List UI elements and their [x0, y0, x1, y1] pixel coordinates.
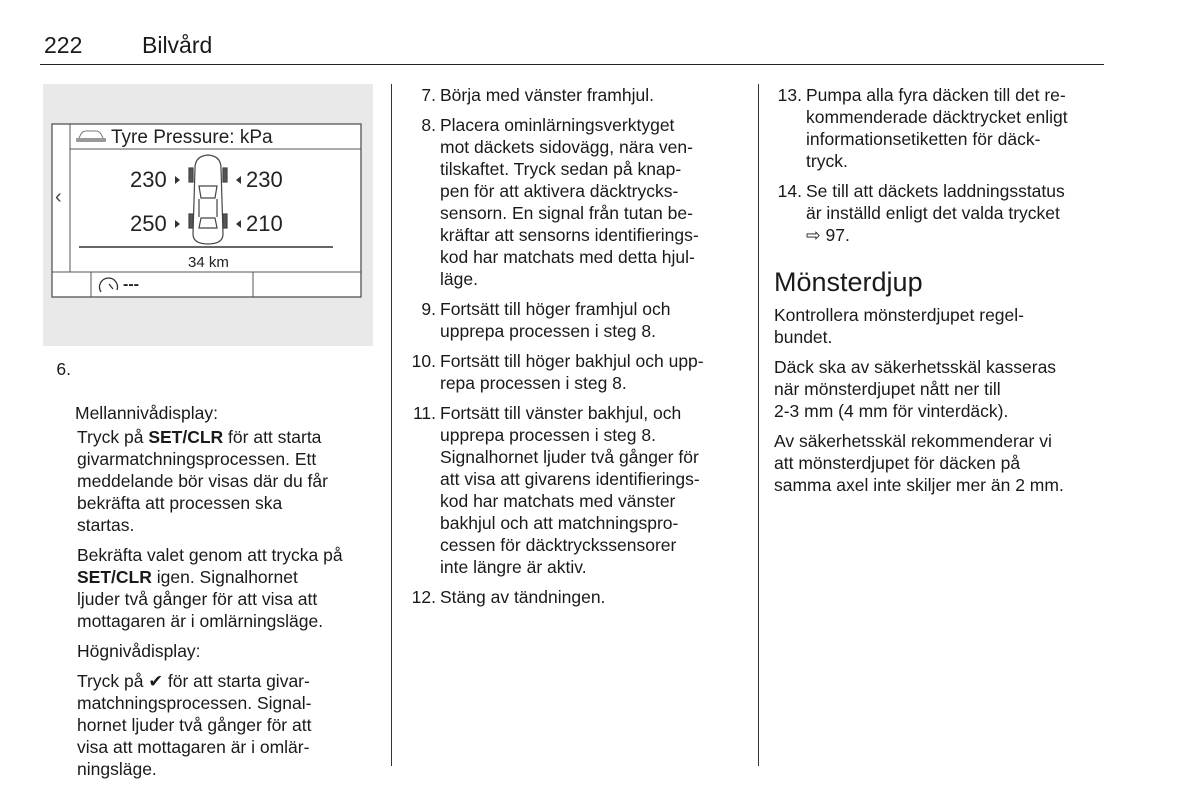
list-item [408, 350, 748, 394]
list-item [408, 84, 748, 106]
paragraph [43, 544, 383, 632]
list-number: 10. [411, 351, 436, 371]
list-item [408, 402, 748, 578]
list-text: Fortsätt till vänster bakhjul, och upprepa processen i steg 8. Signalhornet ljuder två gånger för att visa att givarens identifierings- kod har matchats med vänster bakhjul och att matchningspro- cessen för däcktryckssensorer inte längre är aktiv. [440, 403, 700, 577]
section-heading: Mönsterdjup [774, 267, 923, 297]
column-divider-left [391, 84, 392, 766]
list-item-continuation [774, 224, 1114, 246]
list-number: 13. [777, 85, 802, 105]
status-value: --- [123, 276, 139, 293]
paragraph [43, 426, 383, 536]
list-item [43, 358, 383, 424]
paragraph: Kontrollera mönsterdjupet regel- bundet. [774, 305, 1024, 347]
list-number: 9. [421, 299, 436, 319]
list-number: 11. [412, 403, 436, 423]
list-text: Pumpa alla fyra däcken till det re- kommenderade däcktrycket enligt informationsetiketten för däck- tryck. [806, 85, 1068, 171]
column-divider-right [758, 84, 759, 766]
page-number: 222 [44, 32, 83, 58]
paragraph [43, 670, 383, 780]
check-icon: ✔ [148, 671, 163, 691]
list-text: Se till att däckets laddningsstatus är inställd enligt det valda trycket [806, 181, 1065, 223]
bold-term: SET/CLR [77, 567, 152, 587]
bold-term: SET/CLR [148, 427, 224, 447]
list-text: Börja med vänster framhjul. [440, 85, 654, 105]
rear-right-pressure: 210 [246, 211, 283, 236]
paragraph: Av säkerhetsskäl rekommenderar vi att mönsterdjupet för däcken på samma axel inte skiljer mer än 2 mm. [774, 431, 1064, 495]
list-text: Stäng av tändningen. [440, 587, 606, 607]
page-reference[interactable]: 97. [825, 225, 850, 245]
list-number: 8. [421, 115, 436, 135]
column-3 [774, 84, 1114, 504]
text-run: igen. Signalhornet ljuder två gånger för att visa att mottagaren är i omlärningsläge. [77, 567, 324, 631]
list-item [408, 114, 748, 290]
list-item [774, 180, 1114, 224]
list-number: 7. [421, 85, 436, 105]
text-run: för att starta givar- matchningsprocessen. Signal- hornet ljuder två gånger för att visa att mottagaren är i omlär- ningsläge. [77, 671, 312, 779]
page-header [40, 30, 1104, 65]
front-left-pressure: 230 [130, 167, 167, 192]
column-1 [43, 358, 383, 788]
list-number: 12. [411, 587, 436, 607]
column-2 [408, 84, 748, 616]
rear-left-pressure: 250 [130, 211, 167, 236]
list-number: 14. [777, 181, 802, 201]
list-text: Fortsätt till höger framhjul och upprepa processen i steg 8. [440, 299, 671, 341]
list-text: Fortsätt till höger bakhjul och upp- repa processen i steg 8. [440, 351, 704, 393]
list-number: 6. [56, 359, 71, 379]
tyre-pressure-figure [43, 84, 373, 346]
back-arrow-icon: ‹ [55, 186, 62, 208]
list-item [408, 298, 748, 342]
paragraph: Däck ska av säkerhetsskäl kasseras när mönsterdjupet nått ner till 2-3 mm (4 mm för vinterdäck). [774, 357, 1057, 421]
list-text: Mellannivådisplay: [75, 403, 218, 423]
text-run: för att starta givarmatchningsprocessen. Ett meddelande bör visas där du får bekräfta att processen ska startas. [77, 427, 328, 535]
list-item [774, 84, 1114, 172]
text-run: Tryck på [77, 671, 149, 691]
list-item [408, 586, 748, 608]
list-text: Placera ominlärningsverktyget mot däckets sidovägg, nära ven- tilskaftet. Tryck sedan på knap- pen för att aktivera däcktrycks- sensorn. En signal från tutan be- kräftar att sensorns identifierings- kod har matchats med detta hjul- läge. [440, 115, 699, 289]
distance-value: 34 km [188, 254, 229, 271]
page-reference-icon: ⇨ [806, 225, 821, 245]
tyre-pressure-title: Tyre Pressure: kPa [111, 127, 273, 148]
text-run: Tryck på [77, 427, 149, 447]
chapter-title: Bilvård [142, 32, 213, 58]
text-run: Bekräfta valet genom att trycka på [77, 545, 343, 565]
front-right-pressure: 230 [246, 167, 283, 192]
paragraph: Högnivådisplay: [77, 641, 201, 661]
